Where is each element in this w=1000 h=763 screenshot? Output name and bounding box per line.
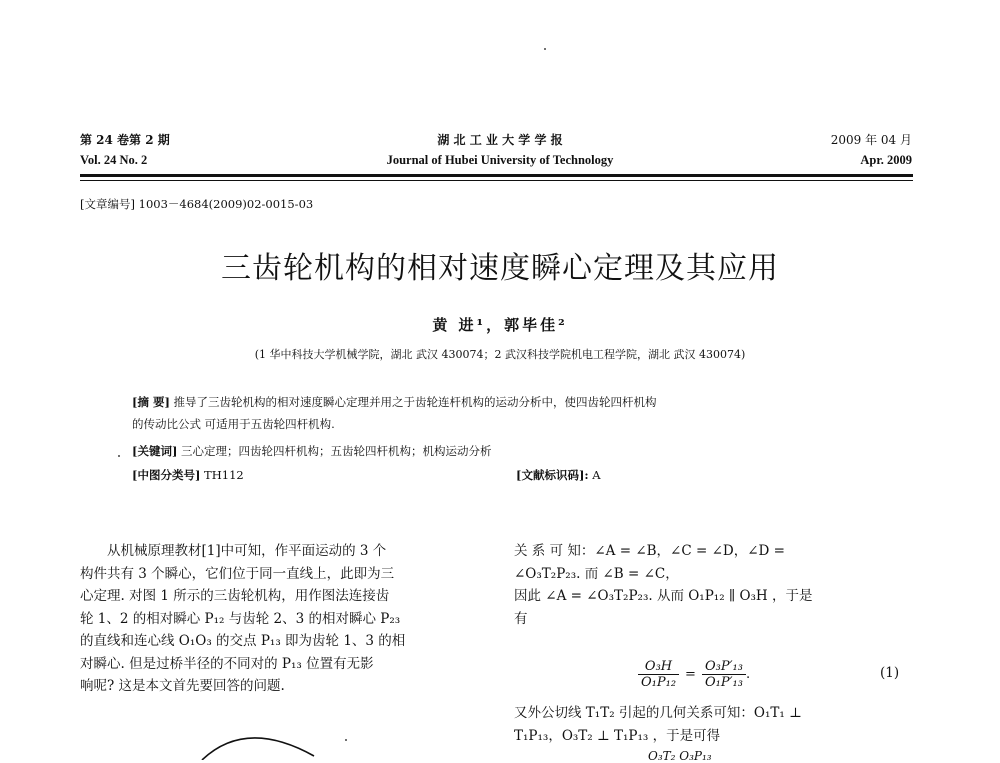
volume-en: Vol. 24 No. 2 xyxy=(80,153,148,167)
right-column xyxy=(514,540,914,630)
classification xyxy=(132,464,244,486)
right-column-cont xyxy=(514,702,914,747)
right-line-3: 因此 ∠A = ∠O₃T₂P₂₃. 从而 O₁P₁₂ ∥ O₃H ，于是 xyxy=(514,588,813,604)
left-column xyxy=(80,540,480,698)
volume-cn: 第 24 卷第 2 期 xyxy=(80,133,170,147)
left-line-6: 对瞬心. 但是过桥半径的不同对的 P₁₃ 位置有无影 xyxy=(80,655,374,672)
abstract-label: [摘 要] xyxy=(132,395,170,409)
right-line-4: 有 xyxy=(514,610,528,627)
equation-1: $\frac{\text{O₃H}}{\text{O₁P₁₂}}$ = $\frac{\text{O₃P′₁₃}}{\text{O₁P′₁₃}}$ . xyxy=(638,651,750,697)
document-code-value: A xyxy=(592,468,601,482)
left-line-3: 心定理. 对图 1 所示的三齿轮机构，用作图法连接齿 xyxy=(80,588,390,604)
journal-cn: 湖 北 工 业 大 学 学 报 xyxy=(437,133,563,147)
equation-2-partial: O₃T₂ O₃P₁₃ xyxy=(648,749,712,763)
header-rule-thin xyxy=(80,180,913,181)
eq1-left-fraction: $\frac{\text{O₃H}}{\text{O₁P₁₂}}$ xyxy=(638,659,679,690)
abstract-line-1 xyxy=(132,391,657,413)
left-line-7: 响呢? 这是本文首先要回答的问题. xyxy=(80,678,285,694)
document-code xyxy=(516,464,601,486)
equation-1-number: (1) xyxy=(880,665,900,681)
left-line-5: 的直线和连心线 O₁O₃ 的交点 P₁₃ 即为齿轮 1、3 的相 xyxy=(80,633,406,649)
scan-speck xyxy=(544,48,546,50)
keywords xyxy=(132,440,492,462)
date-en: Apr. 2009 xyxy=(860,153,912,167)
classification-label: [中图分类号] xyxy=(132,468,201,482)
journal-en: Journal of Hubei University of Technology xyxy=(386,153,614,167)
left-line-1: 从机械原理教材[1]中可知，作平面运动的 3 个 xyxy=(107,543,387,559)
abstract-text-2: 的传动比公式 可适用于五齿轮四杆机构. xyxy=(132,417,335,431)
article-number: [文章编号] 1003－4684(2009)02-0015-03 xyxy=(80,197,314,211)
affiliations: (1 华中科技大学机械学院，湖北 武汉 430074；2 武汉科技学院机电工程学院，湖北 武汉 430074) xyxy=(254,348,746,361)
left-line-4: 轮 1、2 的相对瞬心 P₁₂ 与齿轮 2、3 的相对瞬心 P₂₃ xyxy=(80,610,401,627)
right-line-5: 又外公切线 T₁T₂ 引起的几何关系可知：O₁T₁ ⊥ xyxy=(514,705,802,721)
classification-value: TH112 xyxy=(204,468,244,482)
keywords-label: [关键词] xyxy=(132,444,178,458)
document-code-label: [文献标识码]: xyxy=(516,468,589,482)
header-rule-thick xyxy=(80,174,913,177)
paper-title: 三齿轮机构的相对速度瞬心定理及其应用 xyxy=(221,251,779,286)
right-line-2: ∠O₃T₂P₂₃. 而 ∠B = ∠C， xyxy=(514,565,679,582)
right-line-6: T₁P₁₃，O₃T₂ ⊥ T₁P₁₃ ，于是可得 xyxy=(514,727,721,744)
date-cn: 2009 年 04 月 xyxy=(830,133,912,147)
left-line-2: 构件共有 3 个瞬心，它们位于同一直线上，此即为三 xyxy=(80,565,395,582)
keywords-text: 三心定理；四齿轮四杆机构；五齿轮四杆机构；机构运动分析 xyxy=(181,444,492,458)
authors: 黄 进¹，郭毕佳² xyxy=(432,316,568,334)
figure-1-partial xyxy=(196,726,326,760)
scan-speck xyxy=(118,455,120,457)
eq1-right-fraction: $\frac{\text{O₃P′₁₃}}{\text{O₁P′₁₃}}$ xyxy=(702,659,746,690)
gear-circle-outline xyxy=(202,738,314,760)
right-line-1: 关 系 可 知：∠A = ∠B，∠C = ∠D，∠D = xyxy=(514,543,785,559)
scan-speck xyxy=(345,739,347,741)
abstract-text-1: 推导了三齿轮机构的相对速度瞬心定理并用之于齿轮连杆机构的运动分析中，使四齿轮四杆机构 xyxy=(173,395,657,409)
